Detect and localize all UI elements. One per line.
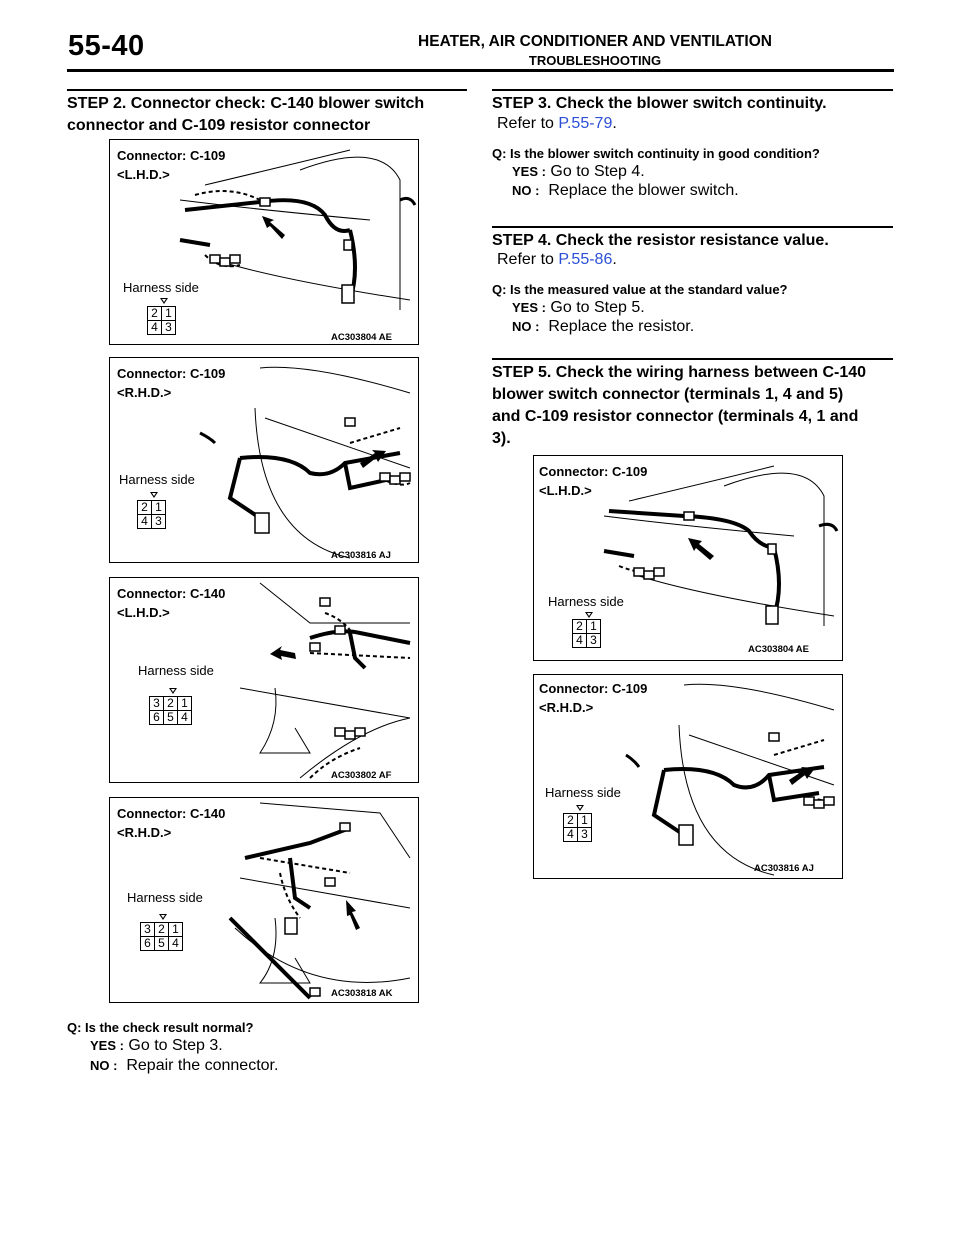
step4-page-link[interactable]: P.55-86 xyxy=(558,251,613,268)
step4-no: NO : Replace the resistor. xyxy=(512,318,695,335)
figure-step5-c109-lhd xyxy=(533,455,843,661)
section-title: HEATER, AIR CONDITIONER AND VENTILATION xyxy=(418,33,772,50)
connector-pin-marker xyxy=(159,914,167,920)
figure-c140-rhd xyxy=(109,797,419,1003)
figure-step5-c109-rhd xyxy=(533,674,843,879)
connector-label: Connector: C-109 xyxy=(117,148,226,163)
step2-rule xyxy=(67,89,467,91)
step3-yes: YES : Go to Step 4. xyxy=(512,163,645,180)
step2-question: Q: Is the check result normal? xyxy=(67,1020,254,1035)
step3-question: Q: Is the blower switch continuity in good condition? xyxy=(492,146,820,161)
connector-pin-marker xyxy=(169,688,177,694)
connector-pin-marker xyxy=(585,612,593,618)
harness-side-label: Harness side xyxy=(123,280,199,295)
connector-label: Connector: C-109 xyxy=(539,681,648,696)
step2-yes: YES : Go to Step 3. xyxy=(90,1037,223,1054)
step4-question: Q: Is the measured value at the standard value? xyxy=(492,282,788,297)
figure-code: AC303802 AF xyxy=(331,770,392,781)
connector-pin-grid: 2 1 4 3 xyxy=(572,619,601,648)
connector-label: Connector: C-140 xyxy=(117,586,226,601)
figure-code: AC303804 AE xyxy=(748,644,809,655)
step4-yes: YES : Go to Step 5. xyxy=(512,299,645,316)
drive-side-label: <L.H.D.> xyxy=(539,483,592,498)
figure-code: AC303818 AK xyxy=(331,988,393,999)
step3-title: STEP 3. Check the blower switch continuity. xyxy=(492,95,827,112)
step5-title: STEP 5. Check the wiring harness between C-140 blower switch connector (terminals 1, 4 and 5) and C-109 resistor connector (terminals 4, 1 and 3). xyxy=(492,364,867,447)
figure-code: AC303816 AJ xyxy=(331,550,391,561)
drive-side-label: <R.H.D.> xyxy=(117,825,172,840)
connector-pin-marker xyxy=(576,805,584,811)
harness-side-label: Harness side xyxy=(119,472,195,487)
header-rule xyxy=(67,69,894,72)
connector-pin-marker xyxy=(150,492,158,498)
connector-pin-grid: 3 2 1 6 5 4 xyxy=(140,922,183,951)
drive-side-label: <L.H.D.> xyxy=(117,167,170,182)
harness-side-label: Harness side xyxy=(127,890,203,905)
step2-no: NO : Repair the connector. xyxy=(90,1057,279,1074)
section-subtitle: TROUBLESHOOTING xyxy=(528,53,662,68)
connector-label: Connector: C-140 xyxy=(117,806,226,821)
drive-side-label: <R.H.D.> xyxy=(539,700,594,715)
drive-side-label: <R.H.D.> xyxy=(117,385,172,400)
connector-label: Connector: C-109 xyxy=(539,464,648,479)
connector-pin-grid: 2 1 4 3 xyxy=(563,813,592,842)
figure-code: AC303804 AE xyxy=(331,332,392,343)
step5-rule xyxy=(492,358,893,360)
harness-side-label: Harness side xyxy=(138,663,214,678)
harness-side-label: Harness side xyxy=(548,594,624,609)
step2-title: STEP 2. Connector check: C-140 blower switch connector and C-109 resistor connector xyxy=(67,95,425,134)
figure-c140-lhd xyxy=(109,577,419,783)
figure-c109-rhd xyxy=(109,357,419,563)
connector-pin-grid: 2 1 4 3 xyxy=(137,500,166,529)
step3-rule xyxy=(492,89,893,91)
drive-side-label: <L.H.D.> xyxy=(117,605,170,620)
step4-title: STEP 4. Check the resistor resistance value. xyxy=(492,232,829,249)
connector-pin-grid: 3 2 1 6 5 4 xyxy=(149,696,192,725)
figure-c109-lhd xyxy=(109,139,419,345)
connector-pin-grid: 2 1 4 3 xyxy=(147,306,176,335)
page-number: 55-40 xyxy=(68,30,145,62)
figure-code: AC303816 AJ xyxy=(754,863,814,874)
step3-no: NO : Replace the blower switch. xyxy=(512,182,739,199)
step4-refer: Refer to P.55-86. xyxy=(497,251,617,268)
step3-page-link[interactable]: P.55-79 xyxy=(558,115,613,132)
step3-refer: Refer to P.55-79. xyxy=(497,115,617,132)
connector-pin-marker xyxy=(160,298,168,304)
connector-label: Connector: C-109 xyxy=(117,366,226,381)
harness-side-label: Harness side xyxy=(545,785,621,800)
step4-rule xyxy=(492,226,893,228)
